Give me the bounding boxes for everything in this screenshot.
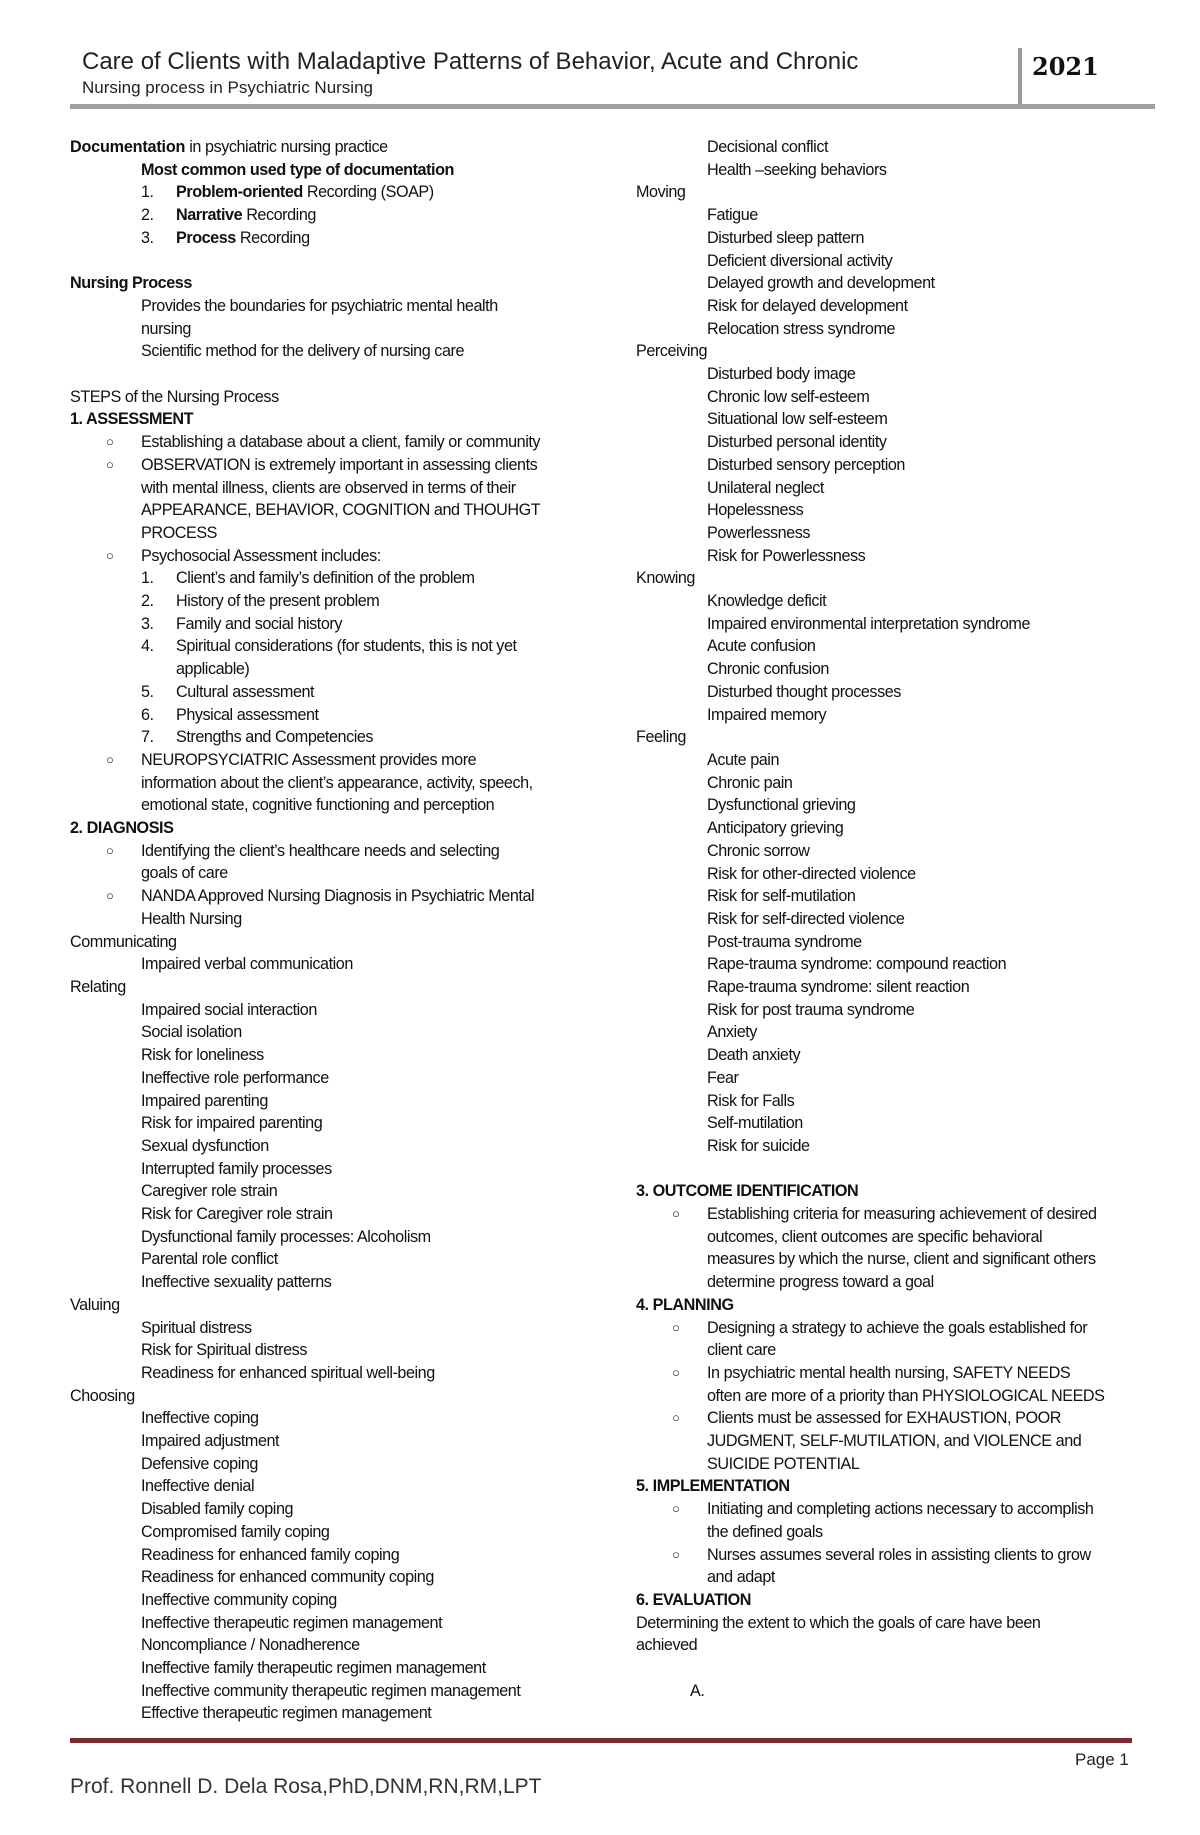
diagnosis-item: Effective therapeutic regimen management bbox=[141, 1704, 432, 1723]
implementation-bullet: and adapt bbox=[707, 1568, 775, 1587]
bullet-icon: ○ bbox=[106, 842, 114, 858]
steps-heading: STEPS of the Nursing Process bbox=[70, 387, 279, 406]
bullet-icon: ○ bbox=[106, 888, 114, 904]
diagnosis-item: Impaired verbal communication bbox=[141, 955, 353, 974]
diagnosis-bullet: goals of care bbox=[141, 864, 228, 883]
assessment-bullet: emotional state, cognitive functioning and perception bbox=[141, 796, 495, 815]
assessment-bullet: PROCESS bbox=[141, 523, 218, 542]
bullet-icon: ○ bbox=[672, 1319, 680, 1335]
implementation-bullet: the defined goals bbox=[707, 1522, 823, 1541]
category-perceiving: Perceiving bbox=[636, 342, 708, 361]
item-number: 6. bbox=[141, 705, 154, 724]
diagnosis-item: Ineffective community coping bbox=[141, 1590, 337, 1609]
diagnosis-item: Dysfunctional family processes: Alcoholism bbox=[141, 1227, 431, 1246]
outcome-bullet: outcomes, client outcomes are specific behavioral bbox=[707, 1227, 1043, 1246]
diagnosis-bullet: Health Nursing bbox=[141, 909, 242, 928]
doc-type-item bbox=[70, 204, 585, 227]
diagnosis-item: Risk for impaired parenting bbox=[141, 1114, 323, 1133]
category-knowing: Knowing bbox=[636, 569, 695, 588]
diagnosis-item: Rape-trauma syndrome: compound reaction bbox=[707, 955, 1007, 974]
bullet-icon: ○ bbox=[106, 751, 114, 767]
blank-line bbox=[636, 1158, 1151, 1181]
category-moving: Moving bbox=[636, 183, 686, 202]
diagnosis-item: Risk for loneliness bbox=[141, 1046, 264, 1065]
planning-heading: 4. PLANNING bbox=[636, 1295, 734, 1314]
item-number: 2. bbox=[141, 592, 154, 611]
diagnosis-heading: 2. DIAGNOSIS bbox=[70, 819, 174, 838]
item-number: 3. bbox=[141, 614, 154, 633]
diagnosis-item: Readiness for enhanced community coping bbox=[141, 1568, 434, 1587]
page-header bbox=[82, 48, 1152, 108]
trailing-marker: A. bbox=[690, 1681, 705, 1700]
doc-type-item bbox=[70, 181, 585, 204]
nursing-process-text: nursing bbox=[141, 319, 191, 338]
diagnosis-item: Relocation stress syndrome bbox=[707, 319, 896, 338]
term-rest: Recording (SOAP) bbox=[302, 183, 434, 202]
diagnosis-item: Risk for Falls bbox=[707, 1091, 795, 1110]
blank-line bbox=[70, 363, 585, 386]
term-rest: Recording bbox=[235, 228, 310, 247]
planning-bullet: ○ In psychiatric mental health nursing, SAFETY NEEDS bbox=[636, 1362, 1151, 1385]
bold-term: Narrative bbox=[176, 206, 243, 225]
diagnosis-item: Risk for other-directed violence bbox=[707, 864, 916, 883]
document-subtitle: Nursing process in Psychiatric Nursing bbox=[82, 78, 373, 97]
diagnosis-item: Acute pain bbox=[707, 750, 779, 769]
most-common-heading: Most common used type of documentation bbox=[141, 160, 454, 179]
diagnosis-item: Chronic sorrow bbox=[707, 841, 810, 860]
implementation-bullet: ○ Initiating and completing actions necessary to accomplish bbox=[636, 1498, 1151, 1521]
assessment-bullet: ○ OBSERVATION is extremely important in assessing clients bbox=[70, 454, 585, 477]
item-number: 1. bbox=[141, 569, 154, 588]
psychosocial-item: 5. Cultural assessment bbox=[70, 681, 585, 704]
assessment-bullet: ○ Establishing a database about a client, family or community bbox=[70, 431, 585, 454]
evaluation-text: Determining the extent to which the goals of care have been bbox=[636, 1613, 1041, 1632]
item-number: 7. bbox=[141, 728, 154, 747]
planning-bullet: often are more of a priority than PHYSIOLOGICAL NEEDS bbox=[707, 1386, 1105, 1405]
bullet-icon: ○ bbox=[672, 1546, 680, 1562]
bullet-icon: ○ bbox=[672, 1364, 680, 1380]
diagnosis-item: Ineffective denial bbox=[141, 1477, 255, 1496]
diagnosis-item: Defensive coping bbox=[141, 1454, 258, 1473]
evaluation-heading: 6. EVALUATION bbox=[636, 1590, 751, 1609]
diagnosis-item: Disabled family coping bbox=[141, 1500, 294, 1519]
diagnosis-item: Ineffective family therapeutic regimen management bbox=[141, 1659, 486, 1678]
diagnosis-item: Health –seeking behaviors bbox=[707, 160, 887, 179]
diagnosis-item: Deficient diversional activity bbox=[707, 251, 893, 270]
evaluation-text: achieved bbox=[636, 1636, 698, 1655]
category-relating: Relating bbox=[70, 977, 126, 996]
header-divider bbox=[1018, 48, 1022, 104]
diagnosis-item: Self-mutilation bbox=[707, 1114, 803, 1133]
psychosocial-item: 2. History of the present problem bbox=[70, 590, 585, 613]
diagnosis-item: Fatigue bbox=[707, 206, 758, 225]
diagnosis-bullet: ○ NANDA Approved Nursing Diagnosis in Psychiatric Mental bbox=[70, 885, 585, 908]
diagnosis-item: Risk for Spiritual distress bbox=[141, 1341, 307, 1360]
diagnosis-item: Fear bbox=[707, 1068, 739, 1087]
psychosocial-item: 1. Client’s and family’s definition of the problem bbox=[70, 567, 585, 590]
header-rule bbox=[70, 104, 1155, 109]
diagnosis-item: Risk for delayed development bbox=[707, 296, 908, 315]
page-number: Page 1 bbox=[1075, 1750, 1129, 1769]
diagnosis-item: Anxiety bbox=[707, 1023, 757, 1042]
diagnosis-item: Acute confusion bbox=[707, 637, 816, 656]
diagnosis-item: Social isolation bbox=[141, 1023, 242, 1042]
diagnosis-item: Impaired adjustment bbox=[141, 1432, 280, 1451]
diagnosis-item: Ineffective sexuality patterns bbox=[141, 1273, 332, 1292]
diagnosis-item: Ineffective community therapeutic regimen management bbox=[141, 1681, 521, 1700]
diagnosis-item: Risk for Caregiver role strain bbox=[141, 1205, 333, 1224]
blank-line bbox=[70, 250, 585, 273]
category-valuing: Valuing bbox=[70, 1295, 120, 1314]
term-rest: in psychiatric nursing practice bbox=[185, 138, 388, 156]
category-feeling: Feeling bbox=[636, 728, 686, 747]
bullet-icon: ○ bbox=[672, 1410, 680, 1426]
item-number: 3. bbox=[141, 228, 154, 247]
diagnosis-item: Spiritual distress bbox=[141, 1318, 252, 1337]
diagnosis-item: Risk for suicide bbox=[707, 1136, 810, 1155]
category-choosing: Choosing bbox=[70, 1386, 135, 1405]
diagnosis-item: Noncompliance / Nonadherence bbox=[141, 1636, 360, 1655]
bullet-icon: ○ bbox=[106, 434, 114, 450]
psychosocial-item: 6. Physical assessment bbox=[70, 704, 585, 727]
item-number: 2. bbox=[141, 206, 154, 225]
diagnosis-item: Unilateral neglect bbox=[707, 478, 824, 497]
assessment-heading: 1. ASSESSMENT bbox=[70, 410, 194, 429]
nursing-process-heading: Nursing Process bbox=[70, 274, 192, 293]
planning-bullet: ○ Designing a strategy to achieve the goals established for bbox=[636, 1317, 1151, 1340]
diagnosis-item: Compromised family coping bbox=[141, 1522, 330, 1541]
diagnosis-item: Chronic confusion bbox=[707, 660, 829, 679]
diagnosis-item: Interrupted family processes bbox=[141, 1159, 332, 1178]
diagnosis-item: Hopelessness bbox=[707, 501, 804, 520]
blank-line bbox=[636, 1657, 1151, 1680]
psychosocial-item: 3. Family and social history bbox=[70, 613, 585, 636]
diagnosis-item: Ineffective coping bbox=[141, 1409, 259, 1428]
bullet-icon: ○ bbox=[106, 456, 114, 472]
psychosocial-item: applicable) bbox=[176, 660, 250, 679]
diagnosis-item: Caregiver role strain bbox=[141, 1182, 278, 1201]
planning-bullet: client care bbox=[707, 1341, 776, 1360]
diagnosis-item: Sexual dysfunction bbox=[141, 1136, 269, 1155]
psychosocial-item: 4. Spiritual considerations (for students, this is not yet bbox=[70, 635, 585, 658]
left-column bbox=[70, 136, 585, 1725]
assessment-bullet: APPEARANCE, BEHAVIOR, COGNITION and THOUHGT bbox=[141, 501, 541, 520]
diagnosis-item: Ineffective therapeutic regimen management bbox=[141, 1613, 443, 1632]
diagnosis-item: Impaired memory bbox=[707, 705, 827, 724]
diagnosis-item: Powerlessness bbox=[707, 523, 811, 542]
diagnosis-bullet: ○ Identifying the client’s healthcare needs and selecting bbox=[70, 840, 585, 863]
assessment-bullet: information about the client’s appearance, activity, speech, bbox=[141, 773, 533, 792]
diagnosis-item: Chronic low self-esteem bbox=[707, 387, 870, 406]
term-rest: Recording bbox=[242, 206, 316, 225]
diagnosis-item: Post-trauma syndrome bbox=[707, 932, 862, 951]
diagnosis-item: Readiness for enhanced spiritual well-being bbox=[141, 1363, 435, 1382]
diagnosis-item: Disturbed thought processes bbox=[707, 682, 901, 701]
outcome-bullet: measures by which the nurse, client and significant others bbox=[707, 1250, 1096, 1269]
diagnosis-item: Dysfunctional grieving bbox=[707, 796, 856, 815]
item-number: 5. bbox=[141, 682, 154, 701]
diagnosis-item: Chronic pain bbox=[707, 773, 793, 792]
planning-bullet: ○ Clients must be assessed for EXHAUSTION, POOR bbox=[636, 1407, 1151, 1430]
item-number: 4. bbox=[141, 637, 154, 656]
outcome-bullet: ○ Establishing criteria for measuring achievement of desired bbox=[636, 1203, 1151, 1226]
documentation-line bbox=[70, 136, 585, 159]
implementation-bullet: ○ Nurses assumes several roles in assisting clients to grow bbox=[636, 1544, 1151, 1567]
document-title: Care of Clients with Maladaptive Patterns of Behavior, Acute and Chronic bbox=[82, 48, 859, 75]
planning-bullet: JUDGMENT, SELF-MUTILATION, and VIOLENCE and bbox=[707, 1432, 1082, 1451]
author-credit: Prof. Ronnell D. Dela Rosa,PhD,DNM,RN,RM,LPT bbox=[70, 1775, 542, 1798]
bullet-icon: ○ bbox=[672, 1501, 680, 1517]
diagnosis-item: Impaired parenting bbox=[141, 1091, 268, 1110]
bullet-icon: ○ bbox=[672, 1206, 680, 1222]
bullet-icon: ○ bbox=[106, 547, 114, 563]
diagnosis-item: Risk for self-mutilation bbox=[707, 887, 856, 906]
diagnosis-item: Disturbed personal identity bbox=[707, 433, 887, 452]
diagnosis-item: Impaired social interaction bbox=[141, 1000, 317, 1019]
bold-term: Problem-oriented bbox=[176, 183, 303, 202]
diagnosis-item: Disturbed body image bbox=[707, 365, 856, 384]
implementation-heading: 5. IMPLEMENTATION bbox=[636, 1477, 790, 1496]
diagnosis-item: Situational low self-esteem bbox=[707, 410, 888, 429]
footer-rule bbox=[70, 1738, 1132, 1743]
diagnosis-item: Anticipatory grieving bbox=[707, 819, 844, 838]
assessment-bullet: ○ NEUROPSYCIATRIC Assessment provides more bbox=[70, 749, 585, 772]
diagnosis-item: Knowledge deficit bbox=[707, 592, 827, 611]
diagnosis-item: Readiness for enhanced family coping bbox=[141, 1545, 400, 1564]
diagnosis-item: Disturbed sleep pattern bbox=[707, 228, 865, 247]
right-column bbox=[636, 136, 1151, 1702]
bold-term: Process bbox=[176, 228, 236, 247]
nursing-process-text: Scientific method for the delivery of nursing care bbox=[141, 342, 465, 361]
category-communicating: Communicating bbox=[70, 932, 177, 951]
diagnosis-item: Delayed growth and development bbox=[707, 274, 935, 293]
diagnosis-item: Decisional conflict bbox=[707, 138, 829, 156]
outcome-heading: 3. OUTCOME IDENTIFICATION bbox=[636, 1182, 859, 1201]
item-number: 1. bbox=[141, 183, 154, 202]
assessment-bullet: ○ Psychosocial Assessment includes: bbox=[70, 545, 585, 568]
diagnosis-item: Risk for self-directed violence bbox=[707, 909, 905, 928]
diagnosis-item: Risk for Powerlessness bbox=[707, 546, 866, 565]
diagnosis-item: Ineffective role performance bbox=[141, 1068, 329, 1087]
planning-bullet: SUICIDE POTENTIAL bbox=[707, 1454, 860, 1473]
diagnosis-item: Parental role conflict bbox=[141, 1250, 278, 1269]
doc-type-item bbox=[70, 227, 585, 250]
psychosocial-item: 7. Strengths and Competencies bbox=[70, 726, 585, 749]
bold-term: Documentation bbox=[70, 138, 186, 156]
diagnosis-item: Rape-trauma syndrome: silent reaction bbox=[707, 978, 970, 997]
diagnosis-item: Risk for post trauma syndrome bbox=[707, 1000, 915, 1019]
document-year: 2021 bbox=[1032, 52, 1099, 81]
diagnosis-item: Disturbed sensory perception bbox=[707, 455, 905, 474]
outcome-bullet: determine progress toward a goal bbox=[707, 1273, 934, 1292]
diagnosis-item: Death anxiety bbox=[707, 1046, 801, 1065]
nursing-process-text: Provides the boundaries for psychiatric mental health bbox=[141, 296, 498, 315]
assessment-bullet: with mental illness, clients are observed in terms of their bbox=[141, 478, 516, 497]
diagnosis-item: Impaired environmental interpretation syndrome bbox=[707, 614, 1031, 633]
